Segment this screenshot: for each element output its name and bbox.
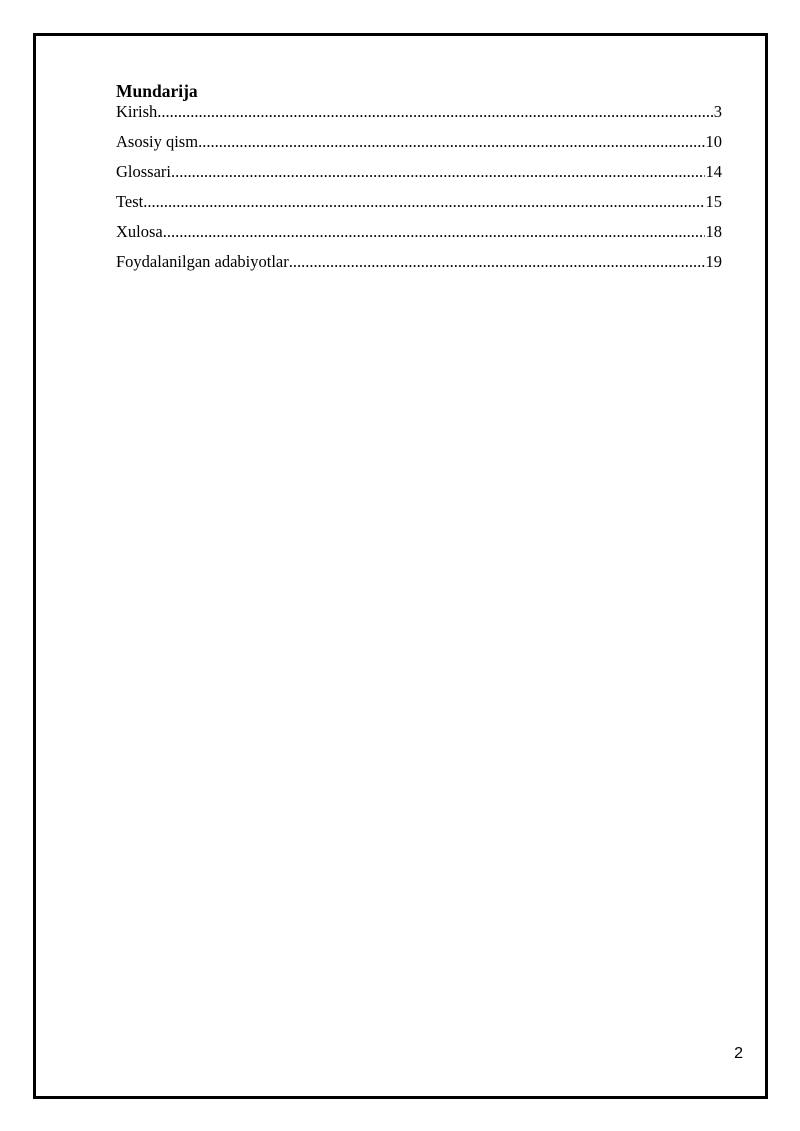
toc-entry-xulosa[interactable]: [116, 222, 722, 252]
toc-entry-label: Foydalanilgan adabiyotlar: [116, 252, 289, 271]
toc-entry-page: 15: [705, 192, 722, 211]
page-number: 2: [734, 1045, 743, 1062]
toc-dot-leader: [143, 192, 704, 212]
toc-entry-page: 14: [705, 162, 722, 181]
toc-entry-asosiy-qism[interactable]: [116, 132, 722, 162]
toc-entry-page: 19: [705, 252, 722, 271]
toc-entry-page: 3: [713, 102, 722, 121]
toc-entry-label: Xulosa: [116, 222, 163, 241]
table-of-contents: [116, 80, 722, 282]
toc-dot-leader: [163, 222, 705, 242]
toc-entry-kirish[interactable]: [116, 102, 722, 132]
toc-entry-label: Glossari: [116, 162, 171, 181]
toc-dot-leader: [289, 252, 705, 272]
toc-entry-page: 10: [705, 132, 722, 151]
toc-entry-test[interactable]: [116, 192, 722, 222]
page-frame: [33, 33, 768, 1099]
toc-heading: Mundarija: [116, 81, 198, 101]
toc-entry-glossari[interactable]: [116, 162, 722, 192]
toc-entry-label: Kirish: [116, 102, 158, 121]
toc-dot-leader: [198, 132, 704, 152]
toc-entry-page: 18: [705, 222, 722, 241]
toc-entry-foydalanilgan-adabiyotlar[interactable]: [116, 252, 722, 282]
toc-entry-label: Test: [116, 192, 144, 211]
toc-entry-label: Asosiy qism: [116, 132, 199, 151]
toc-dot-leader: [157, 102, 713, 122]
toc-dot-leader: [171, 162, 705, 182]
